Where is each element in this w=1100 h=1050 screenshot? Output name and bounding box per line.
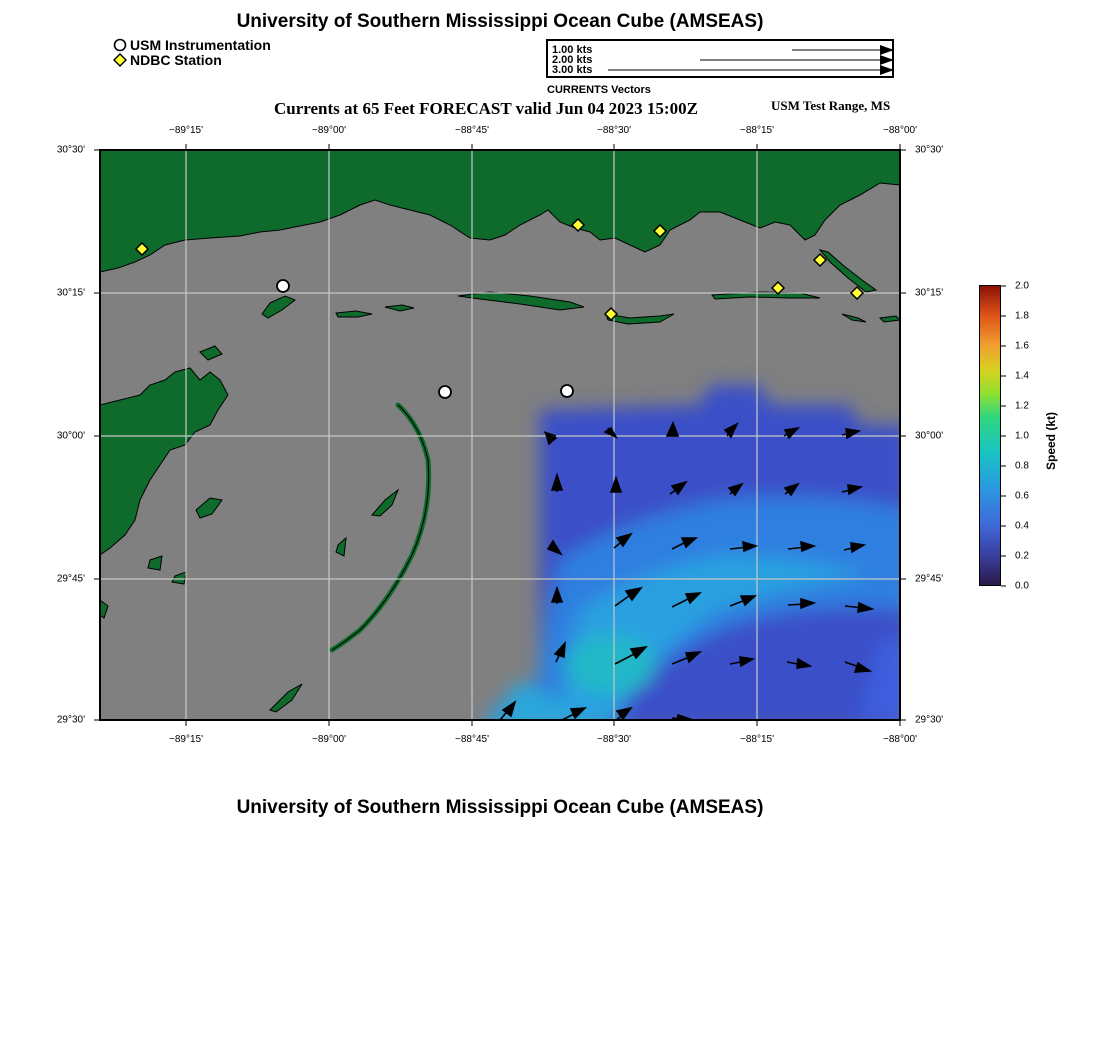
- lat-tick-left: 29°30': [56, 714, 85, 726]
- lon-tick-top: −88°45': [455, 125, 489, 136]
- vector-key-1kt: 1.00 kts: [552, 44, 593, 56]
- usm-instrument-marker[interactable]: [439, 386, 451, 398]
- colorbar-label: 1.4: [1015, 370, 1029, 382]
- lon-tick-top: −89°15': [169, 125, 203, 136]
- lon-tick-bottom: −88°30': [597, 734, 631, 745]
- speed-colorbar: [979, 285, 1001, 586]
- lon-tick-bottom: −88°00': [883, 734, 917, 745]
- speed-field: [480, 385, 910, 730]
- vector-key-caption: CURRENTS Vectors: [547, 84, 651, 96]
- lon-tick-bottom: −89°00': [312, 734, 346, 745]
- colorbar-label: 2.0: [1015, 280, 1029, 292]
- usm-instrument-marker[interactable]: [561, 385, 573, 397]
- colorbar-label: 1.6: [1015, 340, 1029, 352]
- colorbar-label: 1.2: [1015, 400, 1029, 412]
- lon-tick-bottom: −89°15': [169, 734, 203, 745]
- colorbar-label: 0.6: [1015, 490, 1029, 502]
- colorbar-label: 0.2: [1015, 550, 1029, 562]
- range-label: USM Test Range, MS: [771, 98, 891, 113]
- lat-tick-right: 30°00': [915, 430, 944, 442]
- map-subtitle: Currents at 65 Feet FORECAST valid Jun 04 2023 15:00Z: [274, 99, 698, 118]
- lat-tick-left: 30°15': [56, 287, 85, 299]
- lon-tick-top: −89°00': [312, 125, 346, 136]
- vector-key-3kt: 3.00 kts: [552, 64, 593, 76]
- lon-tick-top: −88°30': [597, 125, 631, 136]
- colorbar-label: 1.0: [1015, 430, 1029, 442]
- legend-ndbc-label: NDBC Station: [130, 52, 222, 68]
- lat-tick-right: 30°15': [915, 287, 944, 299]
- lat-tick-right: 30°30': [915, 144, 944, 156]
- lon-tick-top: −88°00': [883, 125, 917, 136]
- lat-tick-right: 29°45': [915, 573, 944, 585]
- lat-tick-left: 30°00': [56, 430, 85, 442]
- vector-key-2kt: 2.00 kts: [552, 54, 593, 66]
- usm-instrument-marker[interactable]: [277, 280, 289, 292]
- colorbar-label: 0.4: [1015, 520, 1029, 532]
- lat-tick-left: 29°45': [56, 573, 85, 585]
- colorbar-label: 1.8: [1015, 310, 1029, 322]
- colorbar-title: Speed (kt): [1044, 411, 1058, 470]
- lat-tick-left: 30°30': [56, 144, 85, 156]
- legend-usm-label: USM Instrumentation: [130, 37, 271, 53]
- colorbar-label: 0.0: [1015, 580, 1029, 592]
- bottom-title: University of Southern Mississippi Ocean Cube (AMSEAS): [236, 797, 764, 818]
- lon-tick-bottom: −88°15': [740, 734, 774, 745]
- colorbar-label: 0.8: [1015, 460, 1029, 472]
- lon-tick-top: −88°15': [740, 125, 774, 136]
- lat-tick-right: 29°30': [915, 714, 944, 726]
- map-title: University of Southern Mississippi Ocean Cube (AMSEAS): [236, 11, 764, 32]
- lon-tick-bottom: −88°45': [455, 734, 489, 745]
